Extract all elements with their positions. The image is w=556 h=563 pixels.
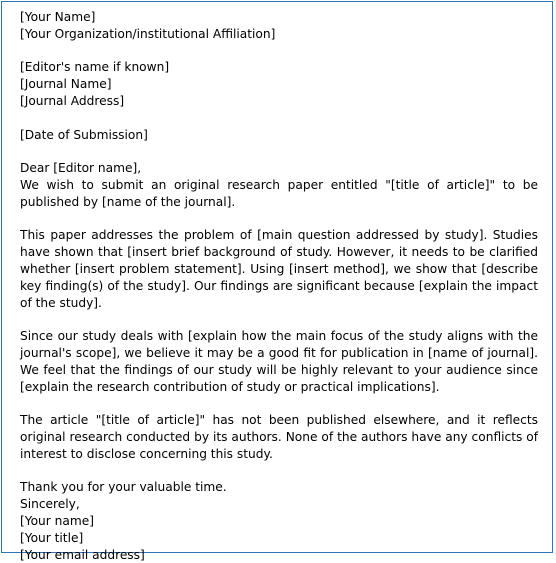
recipient-journal-name: [Journal Name] [20,76,538,93]
recipient-journal-address: [Journal Address] [20,93,538,110]
letter-frame [1,1,553,553]
scope-paragraph: Since our study deals with [explain how the main focus of the study aligns with the journal's scope], we believe it may be a good fit for publication in [name of journal]. We feel that the findings of our study will be highly relevant to your audience since [explain the research contribution of study or practical implications]. [20,328,538,395]
recipient-editor: [Editor's name if known] [20,59,538,76]
spacer [20,311,538,328]
spacer [20,143,538,160]
sender-name: [Your Name] [20,9,538,26]
spacer [20,43,538,60]
closing-thanks: Thank you for your valuable time. [20,479,538,496]
intro-paragraph: We wish to submit an original research paper entitled "[title of article]" to be published by [name of the journal]. [20,177,538,211]
submission-date: [Date of Submission] [20,127,538,144]
cover-letter [20,9,538,563]
spacer [20,463,538,480]
problem-paragraph: This paper addresses the problem of [main question addressed by study]. Studies have shown that [insert brief background of study. However, it needs to be clarified whether [insert problem statement]. Using [insert method], we show that [describe key finding(s) of the study]. Our findings are significant because [explain the impact of the study]. [20,227,538,311]
signature-name: [Your name] [20,513,538,530]
spacer [20,211,538,228]
spacer [20,110,538,127]
originality-paragraph: The article "[title of article]" has not been published elsewhere, and it reflects original research conducted by its authors. None of the authors have any conflicts of interest to disclose concerning this study. [20,412,538,462]
signature-email: [Your email address] [20,547,538,563]
signature-title: [Your title] [20,530,538,547]
spacer [20,395,538,412]
sender-organization: [Your Organization/institutional Affiliation] [20,26,538,43]
salutation: Dear [Editor name], [20,160,538,177]
closing-signoff: Sincerely, [20,496,538,513]
